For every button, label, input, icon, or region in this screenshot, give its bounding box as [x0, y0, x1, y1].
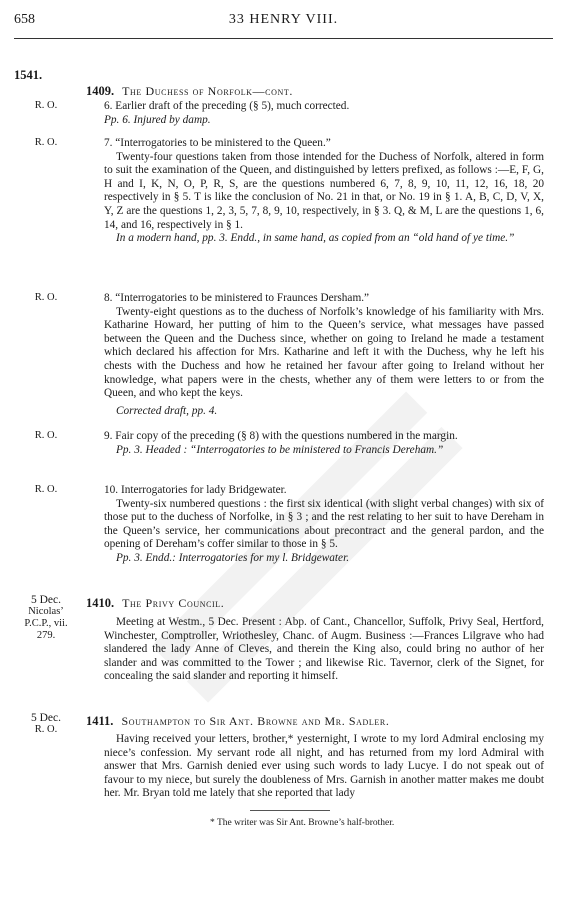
- entry-heading: The Privy Council.: [122, 596, 225, 610]
- item-text: Twenty-four questions taken from those intended for the Duchess of Norfolk, altered in form to suit the examination of the Queen, and distinguished by letters prefixed, as follows :—E, F, G, H and I, K, N, O, P, R, S, are the questions numbered 6, 7, 8, 9, 10, 11, 12, 16, 18, 20 respectively in § 5. T is like the conclusion of No. 21 in that, or No. 19 in § 1. A, B, C, D, V, X, Y, Z are the questions 1, 2, 3, 5, 7, 8, 9, 10, respectively, in § 3. Q, & M, L are the questions 1, 6, 14, and 16, respectively in § 1.: [104, 150, 544, 231]
- item-title: 7. “Interrogatories to be ministered to the Queen.”: [104, 137, 331, 149]
- year-label: 1541.: [14, 68, 43, 82]
- margin-date: 5 Dec.: [30, 594, 61, 606]
- item-note: In a modern hand, pp. 3. Endd., in same hand, as copied from an “old hand of ye time.”: [116, 232, 515, 245]
- running-title: 33 HENRY VIII.: [228, 12, 339, 27]
- entry-heading: Southampton to Sir Ant. Browne and Mr. Sadler.: [121, 714, 390, 728]
- margin-ref: R. O.: [34, 430, 58, 441]
- margin-ref: R. O.: [34, 724, 58, 735]
- item-title: 8. “Interrogatories to be ministered to Fraunces Dersham.”: [104, 292, 370, 304]
- margin-ref: Nicolas’: [28, 606, 64, 617]
- margin-ref: P.C.P., vii.: [24, 618, 68, 629]
- entry-number: 1411.: [86, 714, 114, 728]
- item-note: Pp. 3. Endd.: Interrogatories for my l. Bridgewater.: [116, 551, 350, 564]
- item-note: Corrected draft, pp. 4.: [116, 404, 218, 417]
- margin-ref: R. O.: [34, 100, 58, 111]
- item-text: 9. Fair copy of the preceding (§ 8) with the questions numbered in the margin.: [104, 430, 458, 442]
- margin-notes: [14, 712, 78, 736]
- running-head: [14, 12, 553, 32]
- item-text: Twenty-eight questions as to the duchess of Norfolk’s knowledge of his familiarity with Mrs. Katharine Howard, her putting of him to the Queen’s service, what messages have passed between the Queen and the Duchess since, whether on going to Ireland he made a testament which declared his affection for Mrs. Katharine and left it with the Duchess, why he left his chests with the Duchess and how he retained her favour after going to Ireland without her knowledge, what papers were in the chests, whether any of them were letters to or from the Queen, and who kept the keys.: [104, 305, 544, 400]
- margin-notes: [14, 594, 78, 642]
- header-rule: [14, 38, 553, 39]
- margin-ref: 279.: [36, 630, 56, 641]
- entry-number: 1409.: [86, 84, 115, 98]
- entry-text: Meeting at Westm., 5 Dec. Present : Abp. of Cant., Chancellor, Suffolk, Privy Seal, Hertford, Winchester, Comptroller, Wriothesley, Chanc. of Augm. Business :—Frances Lilgrave who had slandered the lady Anne of Cleves, and therein the King also, could bring no author of her slander and was committed to the Tower ; and likewise Ric. Tavernor, clerk of the Signet, for concealing the said slander and reporting it himself.: [104, 616, 544, 683]
- page-number: 658: [14, 12, 35, 27]
- margin-ref: R. O.: [34, 137, 58, 148]
- margin-date: 5 Dec.: [30, 712, 61, 724]
- margin-ref: R. O.: [34, 484, 58, 495]
- margin-ref: R. O.: [34, 292, 58, 303]
- entry-text: Having received your letters, brother,* yesternight, I wrote to my lord Admiral enclosing my niece’s confession. My servant rode all night, and has returned from my lord Admiral with answer that Mrs. Garnish denied ever using such words to lady Lucye. I do not speak out of favour to my niece, but surely the doubleness of Mrs. Garnish in another matter makes me doubt her. Mr. Bryan told me lately that she reported that lady: [104, 733, 544, 800]
- footnote-rule: [250, 810, 330, 811]
- entry-heading: The Duchess of Norfolk—cont.: [122, 84, 293, 98]
- entry-number: 1410.: [86, 596, 115, 610]
- footnote: * The writer was Sir Ant. Browne’s half-brother.: [210, 818, 395, 828]
- item-title: 10. Interrogatories for lady Bridgewater.: [104, 484, 287, 496]
- item-note: Pp. 6. Injured by damp.: [104, 113, 211, 126]
- item-text: Twenty-six numbered questions : the first six identical (with slight verbal changes) with six of those put to the duchess of Norfolke, in § 3 ; and the rest relating to her suit to have Dereham in the Queen’s service, her communications about precontract and the general pardon, and the opening of Dereham’s coffer similar to those in § 5.: [104, 497, 544, 551]
- item-note: Pp. 3. Headed : “Interrogatories to be ministered to Francis Dereham.”: [116, 443, 444, 456]
- item-text: 6. Earlier draft of the preceding (§ 5), much corrected.: [104, 100, 350, 112]
